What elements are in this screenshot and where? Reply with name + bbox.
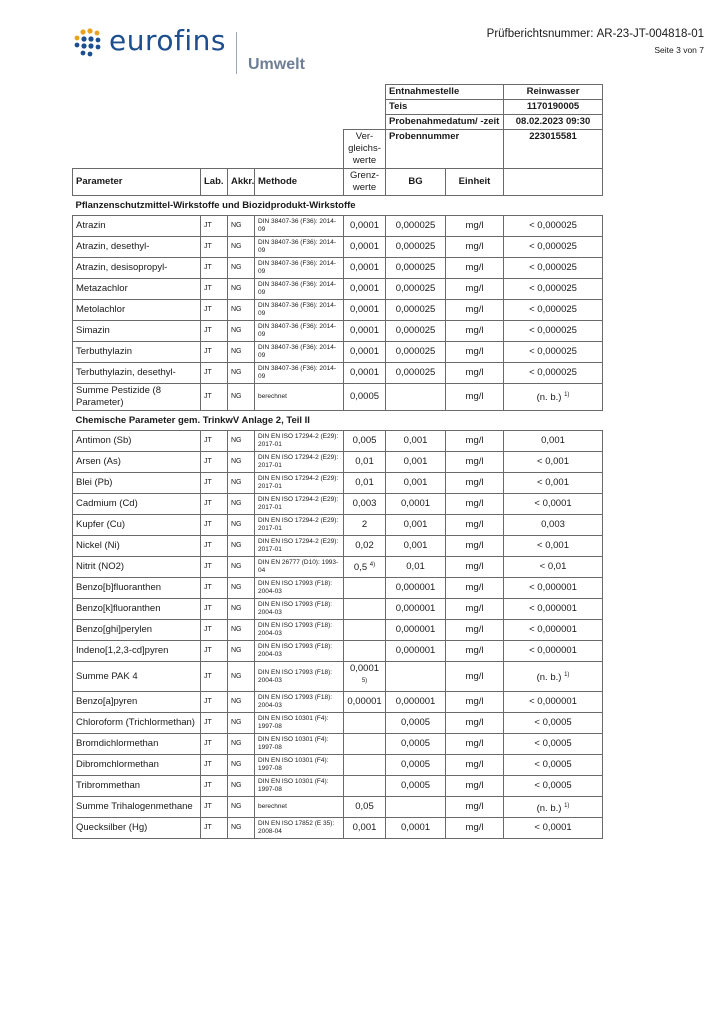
unit-cell: mg/l xyxy=(446,797,504,818)
unit-cell: mg/l xyxy=(446,515,504,536)
table-row xyxy=(73,279,603,300)
table-row xyxy=(73,473,603,494)
table-row xyxy=(73,237,603,258)
parameter-cell: Benzo[a]pyren xyxy=(73,692,201,713)
unit-cell: mg/l xyxy=(446,734,504,755)
method-cell: DIN EN ISO 17993 (F18): 2004-03 xyxy=(255,641,344,662)
unit-cell: mg/l xyxy=(446,216,504,237)
report-number: AR-23-JT-004818-01 xyxy=(596,28,704,40)
meta-value: Reinwasser xyxy=(504,85,603,100)
akkr-cell: NG xyxy=(228,279,255,300)
grenzwert-cell: 0,5 $^{4)}$ xyxy=(344,557,386,578)
parameter-cell: Quecksilber (Hg) xyxy=(73,818,201,839)
akkr-cell: NG xyxy=(228,300,255,321)
unit-cell: mg/l xyxy=(446,713,504,734)
unit-cell: mg/l xyxy=(446,599,504,620)
footnote-ref: 1) xyxy=(564,672,570,678)
lab-cell: JT xyxy=(201,692,228,713)
method-cell: DIN 38407-36 (F36): 2014-09 xyxy=(255,279,344,300)
parameter-cell: Atrazin, desisopropyl- xyxy=(73,258,201,279)
lab-cell: JT xyxy=(201,363,228,384)
result-cell: (n. b.) $^{1)}$ xyxy=(504,662,603,692)
result-cell: < 0,001 xyxy=(504,452,603,473)
table-row xyxy=(73,216,603,237)
table-row xyxy=(73,363,603,384)
table-row xyxy=(73,692,603,713)
grenzwert-cell xyxy=(344,734,386,755)
unit-cell: mg/l xyxy=(446,384,504,411)
parameter-cell: Terbuthylazin, desethyl- xyxy=(73,363,201,384)
unit-cell: mg/l xyxy=(446,342,504,363)
grenzwert-cell: 0,005 xyxy=(344,431,386,452)
grenzwert-cell: 0,0005 xyxy=(344,384,386,411)
bg-cell: 0,000025 xyxy=(386,342,446,363)
table-row xyxy=(73,599,603,620)
table-row xyxy=(73,755,603,776)
method-cell: DIN 38407-36 (F36): 2014-09 xyxy=(255,342,344,363)
unit-cell: mg/l xyxy=(446,818,504,839)
unit-cell: mg/l xyxy=(446,452,504,473)
col-bg: BG xyxy=(386,169,446,196)
bg-cell: 0,001 xyxy=(386,515,446,536)
method-cell: DIN 38407-36 (F36): 2014-09 xyxy=(255,300,344,321)
akkr-cell: NG xyxy=(228,578,255,599)
unit-cell: mg/l xyxy=(446,620,504,641)
akkr-cell: NG xyxy=(228,321,255,342)
bg-cell: 0,000025 xyxy=(386,321,446,342)
bg-cell xyxy=(386,662,446,692)
bg-cell: 0,001 xyxy=(386,431,446,452)
result-cell: < 0,0005 xyxy=(504,713,603,734)
grenzwert-cell: 0,0001 xyxy=(344,363,386,384)
report-header xyxy=(487,28,704,55)
lab-cell: JT xyxy=(201,818,228,839)
method-cell: DIN EN ISO 17294-2 (E29): 2017-01 xyxy=(255,536,344,557)
table-row xyxy=(73,452,603,473)
bg-cell: 0,01 xyxy=(386,557,446,578)
grenzwert-cell: 0,00001 xyxy=(344,692,386,713)
section-title: Pflanzenschutzmittel-Wirkstoffe und Biozidprodukt-Wirkstoffe xyxy=(75,200,356,211)
bg-cell: 0,0001 xyxy=(386,494,446,515)
result-cell: < 0,000025 xyxy=(504,258,603,279)
unit-cell: mg/l xyxy=(446,557,504,578)
bg-cell: 0,0005 xyxy=(386,755,446,776)
akkr-cell: NG xyxy=(228,431,255,452)
unit-cell: mg/l xyxy=(446,494,504,515)
parameter-cell: Metolachlor xyxy=(73,300,201,321)
akkr-cell: NG xyxy=(228,755,255,776)
akkr-cell: NG xyxy=(228,237,255,258)
unit-cell: mg/l xyxy=(446,662,504,692)
method-cell: DIN EN ISO 17294-2 (E29): 2017-01 xyxy=(255,473,344,494)
footnote-ref: 1) xyxy=(564,802,570,809)
parameter-cell: Atrazin, desethyl- xyxy=(73,237,201,258)
method-cell: DIN EN ISO 17852 (E 35): 2008-04 xyxy=(255,818,344,839)
grenzwert-cell: 0,0001 xyxy=(344,342,386,363)
parameter-cell: Nickel (Ni) xyxy=(73,536,201,557)
bg-cell: 0,000025 xyxy=(386,363,446,384)
table-row xyxy=(73,713,603,734)
parameter-cell: Kupfer (Cu) xyxy=(73,515,201,536)
parameter-cell: Simazin xyxy=(73,321,201,342)
bg-cell: 0,000025 xyxy=(386,300,446,321)
unit-cell: mg/l xyxy=(446,641,504,662)
bg-cell xyxy=(386,797,446,818)
lab-cell: JT xyxy=(201,300,228,321)
bg-cell: 0,001 xyxy=(386,536,446,557)
meta-value: 1170190005 xyxy=(504,100,603,115)
page-info: Seite 3 von 7 xyxy=(654,45,704,55)
method-cell: DIN EN ISO 17294-2 (E29): 2017-01 xyxy=(255,494,344,515)
lab-cell: JT xyxy=(201,384,228,411)
table-row xyxy=(73,734,603,755)
grenzwert-cell: 0,001 xyxy=(344,818,386,839)
lab-cell: JT xyxy=(201,473,228,494)
lab-cell: JT xyxy=(201,258,228,279)
unit-cell: mg/l xyxy=(446,578,504,599)
table-row xyxy=(73,818,603,839)
result-cell: < 0,000025 xyxy=(504,363,603,384)
akkr-cell: NG xyxy=(228,818,255,839)
result-cell: 0,003 xyxy=(504,515,603,536)
table-row xyxy=(73,384,603,411)
grenzwert-cell: 0,0001 xyxy=(344,279,386,300)
col-result xyxy=(504,169,603,196)
bg-cell: 0,000025 xyxy=(386,216,446,237)
akkr-cell: NG xyxy=(228,515,255,536)
parameter-cell: Arsen (As) xyxy=(73,452,201,473)
parameter-cell: Indeno[1,2,3-cd]pyren xyxy=(73,641,201,662)
lab-cell: JT xyxy=(201,797,228,818)
bg-cell: 0,001 xyxy=(386,473,446,494)
lab-cell: JT xyxy=(201,216,228,237)
grenzwert-cell: 0,01 xyxy=(344,473,386,494)
result-cell: < 0,0001 xyxy=(504,818,603,839)
lab-cell: JT xyxy=(201,662,228,692)
akkr-cell: NG xyxy=(228,258,255,279)
result-cell: < 0,0005 xyxy=(504,755,603,776)
akkr-cell: NG xyxy=(228,452,255,473)
akkr-cell: NG xyxy=(228,620,255,641)
akkr-cell: NG xyxy=(228,494,255,515)
result-cell: < 0,0005 xyxy=(504,776,603,797)
result-cell: < 0,000001 xyxy=(504,692,603,713)
result-cell: < 0,000001 xyxy=(504,578,603,599)
footnote-ref: 4) xyxy=(369,562,376,569)
result-cell: (n. b.) $^{1)}$ xyxy=(504,384,603,411)
table-row xyxy=(73,494,603,515)
meta-label: Entnahmestelle xyxy=(386,85,504,100)
table-row xyxy=(73,641,603,662)
col-einheit: Einheit xyxy=(446,169,504,196)
bg-cell: 0,000025 xyxy=(386,279,446,300)
grenzwert-cell: 2 xyxy=(344,515,386,536)
bg-cell: 0,000001 xyxy=(386,692,446,713)
grenzwert-cell xyxy=(344,776,386,797)
unit-cell: mg/l xyxy=(446,237,504,258)
grenzwert-cell: 0,0001 $^{5)}$ xyxy=(344,662,386,692)
akkr-cell: NG xyxy=(228,599,255,620)
method-cell: DIN EN ISO 17993 (F18): 2004-03 xyxy=(255,692,344,713)
lab-cell: JT xyxy=(201,713,228,734)
grenzwert-cell xyxy=(344,599,386,620)
result-cell: 0,001 xyxy=(504,431,603,452)
result-cell: < 0,001 xyxy=(504,536,603,557)
col-lab: Lab. xyxy=(201,169,228,196)
lab-cell: JT xyxy=(201,452,228,473)
parameter-cell: Dibromchlormethan xyxy=(73,755,201,776)
lab-cell: JT xyxy=(201,342,228,363)
akkr-cell: NG xyxy=(228,797,255,818)
results-table xyxy=(72,84,603,839)
grenzwert-cell: 0,0001 xyxy=(344,300,386,321)
grenzwert-cell: 0,02 xyxy=(344,536,386,557)
lab-cell: JT xyxy=(201,734,228,755)
parameter-cell: Terbuthylazin xyxy=(73,342,201,363)
result-cell: < 0,01 xyxy=(504,557,603,578)
grenzwert-cell: 0,01 xyxy=(344,452,386,473)
method-cell: DIN EN ISO 17993 (F18): 2004-03 xyxy=(255,620,344,641)
parameter-cell: Blei (Pb) xyxy=(73,473,201,494)
result-cell: < 0,000025 xyxy=(504,342,603,363)
bg-cell: 0,000001 xyxy=(386,641,446,662)
lab-cell: JT xyxy=(201,279,228,300)
result-cell: < 0,0005 xyxy=(504,734,603,755)
table-row xyxy=(73,620,603,641)
grenzwert-cell xyxy=(344,578,386,599)
grenzwert-cell xyxy=(344,713,386,734)
meta-label: Teis xyxy=(386,100,504,115)
footnote-ref: 5) xyxy=(361,678,368,684)
bg-cell: 0,000025 xyxy=(386,258,446,279)
parameter-cell: Nitrit (NO2) xyxy=(73,557,201,578)
result-cell: < 0,000025 xyxy=(504,279,603,300)
col-methode: Methode xyxy=(255,169,344,196)
unit-cell: mg/l xyxy=(446,536,504,557)
lab-cell: JT xyxy=(201,557,228,578)
unit-cell: mg/l xyxy=(446,363,504,384)
parameter-cell: Summe Pestizide (8 Parameter) xyxy=(73,384,201,411)
method-cell: DIN EN ISO 10301 (F4): 1997-08 xyxy=(255,734,344,755)
method-cell: DIN 38407-36 (F36): 2014-09 xyxy=(255,321,344,342)
report-number-label: Prüfberichtsnummer: xyxy=(486,28,594,40)
meta-label: Probenahmedatum/ -zeit xyxy=(386,115,504,130)
result-cell: < 0,000025 xyxy=(504,321,603,342)
section-title: Chemische Parameter gem. TrinkwV Anlage 2, Teil II xyxy=(75,415,310,426)
method-cell: DIN EN ISO 10301 (F4): 1997-08 xyxy=(255,713,344,734)
bg-cell: 0,0005 xyxy=(386,734,446,755)
table-row xyxy=(73,300,603,321)
method-cell: berechnet xyxy=(255,797,344,818)
parameter-cell: Bromdichlormethan xyxy=(73,734,201,755)
lab-cell: JT xyxy=(201,599,228,620)
bg-cell: 0,000025 xyxy=(386,237,446,258)
unit-cell: mg/l xyxy=(446,473,504,494)
parameter-cell: Metazachlor xyxy=(73,279,201,300)
bg-cell: 0,0005 xyxy=(386,713,446,734)
akkr-cell: NG xyxy=(228,536,255,557)
method-cell: DIN EN ISO 10301 (F4): 1997-08 xyxy=(255,755,344,776)
result-cell: (n. b.) $^{1)}$ xyxy=(504,797,603,818)
lab-cell: JT xyxy=(201,578,228,599)
result-cell: < 0,000025 xyxy=(504,216,603,237)
result-cell: < 0,000025 xyxy=(504,237,603,258)
unit-cell: mg/l xyxy=(446,321,504,342)
lab-cell: JT xyxy=(201,641,228,662)
table-row xyxy=(73,557,603,578)
meta-value: 08.02.2023 09:30 xyxy=(504,115,603,130)
lab-cell: JT xyxy=(201,776,228,797)
bg-cell: 0,0001 xyxy=(386,818,446,839)
lab-cell: JT xyxy=(201,620,228,641)
method-cell: DIN EN ISO 17294-2 (E29): 2017-01 xyxy=(255,452,344,473)
grenzwert-cell xyxy=(344,641,386,662)
grenzwert-cell xyxy=(344,755,386,776)
table-row xyxy=(73,342,603,363)
col-grenzwerte: Grenz- werte xyxy=(344,169,386,196)
grenzwert-cell: 0,003 xyxy=(344,494,386,515)
parameter-cell: Benzo[ghi]perylen xyxy=(73,620,201,641)
akkr-cell: NG xyxy=(228,473,255,494)
grenzwert-cell xyxy=(344,620,386,641)
method-cell: DIN EN ISO 17294-2 (E29): 2017-01 xyxy=(255,515,344,536)
grenzwert-cell: 0,0001 xyxy=(344,258,386,279)
result-cell: < 0,001 xyxy=(504,473,603,494)
col-parameter: Parameter xyxy=(73,169,201,196)
col-akkr: Akkr. xyxy=(228,169,255,196)
lab-cell: JT xyxy=(201,536,228,557)
akkr-cell: NG xyxy=(228,713,255,734)
lab-cell: JT xyxy=(201,515,228,536)
bg-cell: 0,000001 xyxy=(386,620,446,641)
akkr-cell: NG xyxy=(228,641,255,662)
bg-cell: 0,000001 xyxy=(386,599,446,620)
parameter-cell: Tribrommethan xyxy=(73,776,201,797)
akkr-cell: NG xyxy=(228,557,255,578)
logo-divider xyxy=(236,32,237,74)
method-cell: DIN EN ISO 17993 (F18): 2004-03 xyxy=(255,578,344,599)
vergleichswerte-header: Ver- gleichs- werte xyxy=(344,130,386,169)
table-row xyxy=(73,258,603,279)
akkr-cell: NG xyxy=(228,363,255,384)
result-cell: < 0,0001 xyxy=(504,494,603,515)
grenzwert-cell: 0,0001 xyxy=(344,321,386,342)
akkr-cell: NG xyxy=(228,776,255,797)
table-row xyxy=(73,321,603,342)
akkr-cell: NG xyxy=(228,662,255,692)
method-cell: DIN EN ISO 17993 (F18): 2004-03 xyxy=(255,599,344,620)
unit-cell: mg/l xyxy=(446,692,504,713)
parameter-cell: Antimon (Sb) xyxy=(73,431,201,452)
method-cell: DIN 38407-36 (F36): 2014-09 xyxy=(255,216,344,237)
unit-cell: mg/l xyxy=(446,279,504,300)
table-row xyxy=(73,578,603,599)
method-cell: DIN EN ISO 17294-2 (E29): 2017-01 xyxy=(255,431,344,452)
lab-cell: JT xyxy=(201,755,228,776)
method-cell: DIN EN 26777 (D10): 1993-04 xyxy=(255,557,344,578)
logo-text: eurofins xyxy=(109,24,226,57)
method-cell: berechnet xyxy=(255,384,344,411)
akkr-cell: NG xyxy=(228,734,255,755)
table-row xyxy=(73,431,603,452)
akkr-cell: NG xyxy=(228,342,255,363)
lab-cell: JT xyxy=(201,431,228,452)
result-cell: < 0,000025 xyxy=(504,300,603,321)
table-row xyxy=(73,536,603,557)
parameter-cell: Summe Trihalogenmethane xyxy=(73,797,201,818)
parameter-cell: Cadmium (Cd) xyxy=(73,494,201,515)
parameter-cell: Summe PAK 4 xyxy=(73,662,201,692)
grenzwert-cell: 0,0001 xyxy=(344,237,386,258)
method-cell: DIN 38407-36 (F36): 2014-09 xyxy=(255,363,344,384)
result-cell: < 0,000001 xyxy=(504,641,603,662)
unit-cell: mg/l xyxy=(446,431,504,452)
eurofins-dots-icon xyxy=(73,28,109,58)
lab-cell: JT xyxy=(201,321,228,342)
sample-number: 223015581 xyxy=(504,130,603,169)
logo-subtitle: Umwelt xyxy=(248,56,305,73)
parameter-cell: Benzo[b]fluoranthen xyxy=(73,578,201,599)
method-cell: DIN 38407-36 (F36): 2014-09 xyxy=(255,237,344,258)
akkr-cell: NG xyxy=(228,384,255,411)
method-cell: DIN EN ISO 17993 (F18): 2004-03 xyxy=(255,662,344,692)
unit-cell: mg/l xyxy=(446,258,504,279)
unit-cell: mg/l xyxy=(446,300,504,321)
parameter-cell: Chloroform (Trichlormethan) xyxy=(73,713,201,734)
table-row xyxy=(73,662,603,692)
unit-cell: mg/l xyxy=(446,755,504,776)
lab-cell: JT xyxy=(201,237,228,258)
method-cell: DIN 38407-36 (F36): 2014-09 xyxy=(255,258,344,279)
table-row xyxy=(73,515,603,536)
result-cell: < 0,000001 xyxy=(504,599,603,620)
bg-cell: 0,000001 xyxy=(386,578,446,599)
footnote-ref: 1) xyxy=(564,392,570,399)
table-row xyxy=(73,797,603,818)
akkr-cell: NG xyxy=(228,216,255,237)
bg-cell: 0,0005 xyxy=(386,776,446,797)
unit-cell: mg/l xyxy=(446,776,504,797)
parameter-cell: Atrazin xyxy=(73,216,201,237)
grenzwert-cell: 0,0001 xyxy=(344,216,386,237)
bg-cell xyxy=(386,384,446,411)
parameter-cell: Benzo[k]fluoranthen xyxy=(73,599,201,620)
akkr-cell: NG xyxy=(228,692,255,713)
sample-label: Probennummer xyxy=(386,130,504,169)
table-row xyxy=(73,776,603,797)
grenzwert-cell: 0,05 xyxy=(344,797,386,818)
method-cell: DIN EN ISO 10301 (F4): 1997-08 xyxy=(255,776,344,797)
lab-cell: JT xyxy=(201,494,228,515)
bg-cell: 0,001 xyxy=(386,452,446,473)
result-cell: < 0,000001 xyxy=(504,620,603,641)
